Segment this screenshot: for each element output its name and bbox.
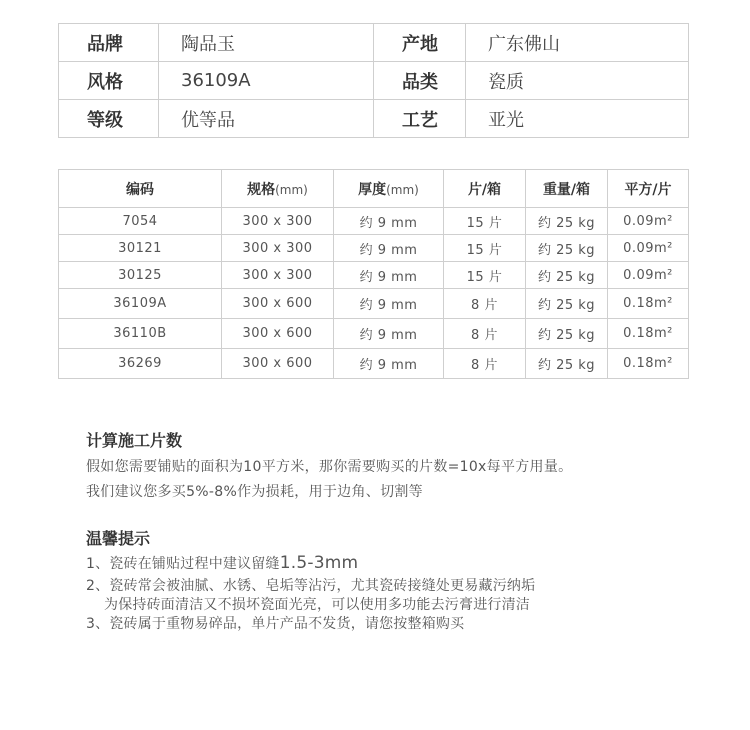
cell-size: 300 x 300 [222,262,334,289]
cell-weight: 约 25 kg [526,262,608,289]
cell-area: 0.18m² [608,349,689,379]
table-row [59,262,689,289]
attr-key: 工艺 [374,100,466,138]
table-row [59,349,689,379]
cell-pieces: 8 片 [444,349,526,379]
cell-thickness: 约 9 mm [334,349,444,379]
tip-item-1-value: 1.5-3mm [279,553,359,573]
cell-pieces: 15 片 [444,235,526,262]
header-code: 编码 [59,170,222,208]
tip-item-3: 3、瓷砖属于重物易碎品，单片产品不发货，请您按整箱购买 [86,616,465,632]
header-weight: 重量/箱 [526,170,608,208]
cell-code: 36269 [59,349,222,379]
cell-size: 300 x 600 [222,289,334,319]
attr-key: 产地 [374,24,466,62]
attr-key: 品类 [374,62,466,100]
cell-area: 0.09m² [608,235,689,262]
cell-weight: 约 25 kg [526,208,608,235]
calc-title: 计算施工片数 [86,431,183,450]
cell-weight: 约 25 kg [526,289,608,319]
table-row [59,208,689,235]
header-size: 规格(mm) [222,170,334,208]
attr-value: 广东佛山 [466,24,689,62]
cell-thickness: 约 9 mm [334,208,444,235]
calc-line-1: 假如您需要铺贴的面积为10平方米，那你需要购买的片数=10x每平方用量。 [86,459,573,475]
tip-item-2-line-1: 2、瓷砖常会被油腻、水锈、皂垢等沾污，尤其瓷砖接缝处更易藏污纳垢 [86,578,536,594]
cell-weight: 约 25 kg [526,235,608,262]
table-row [59,289,689,319]
header-thickness-unit: (mm) [386,182,419,197]
cell-area: 0.18m² [608,289,689,319]
attr-key: 等级 [59,100,159,138]
attribute-row [59,100,689,138]
cell-weight: 约 25 kg [526,349,608,379]
cell-code: 7054 [59,208,222,235]
attr-key: 风格 [59,62,159,100]
cell-area: 0.09m² [608,262,689,289]
cell-size: 300 x 300 [222,235,334,262]
cell-code: 36109A [59,289,222,319]
tip-item-1-text: 1、瓷砖在铺贴过程中建议留缝 [86,556,280,572]
cell-thickness: 约 9 mm [334,319,444,349]
attribute-row [59,62,689,100]
header-pieces: 片/箱 [444,170,526,208]
attr-value: 36109A [159,62,374,100]
table-row [59,319,689,349]
cell-area: 0.09m² [608,208,689,235]
spec-header-row [59,170,689,208]
cell-pieces: 8 片 [444,289,526,319]
header-thickness: 厚度(mm) [334,170,444,208]
table-row [59,235,689,262]
tip-item-2-line-2: 为保持砖面清洁又不损坏瓷面光亮，可以使用多功能去污膏进行清洁 [104,597,530,613]
attribute-row [59,24,689,62]
header-size-unit: (mm) [275,182,308,197]
attr-value: 亚光 [466,100,689,138]
cell-thickness: 约 9 mm [334,262,444,289]
cell-size: 300 x 300 [222,208,334,235]
cell-code: 30125 [59,262,222,289]
cell-area: 0.18m² [608,319,689,349]
attr-value: 优等品 [159,100,374,138]
tips-title: 温馨提示 [86,529,151,548]
attr-key: 品牌 [59,24,159,62]
attribute-table [58,23,689,138]
cell-code: 36110B [59,319,222,349]
spec-table [58,169,689,379]
cell-code: 30121 [59,235,222,262]
attr-value: 陶品玉 [159,24,374,62]
cell-size: 300 x 600 [222,349,334,379]
header-area: 平方/片 [608,170,689,208]
cell-weight: 约 25 kg [526,319,608,349]
tip-item-1 [86,553,358,573]
calc-line-2: 我们建议您多买5%-8%作为损耗，用于边角、切割等 [86,484,423,500]
cell-thickness: 约 9 mm [334,289,444,319]
attr-value: 瓷质 [466,62,689,100]
cell-pieces: 15 片 [444,208,526,235]
cell-thickness: 约 9 mm [334,235,444,262]
cell-pieces: 8 片 [444,319,526,349]
cell-size: 300 x 600 [222,319,334,349]
cell-pieces: 15 片 [444,262,526,289]
